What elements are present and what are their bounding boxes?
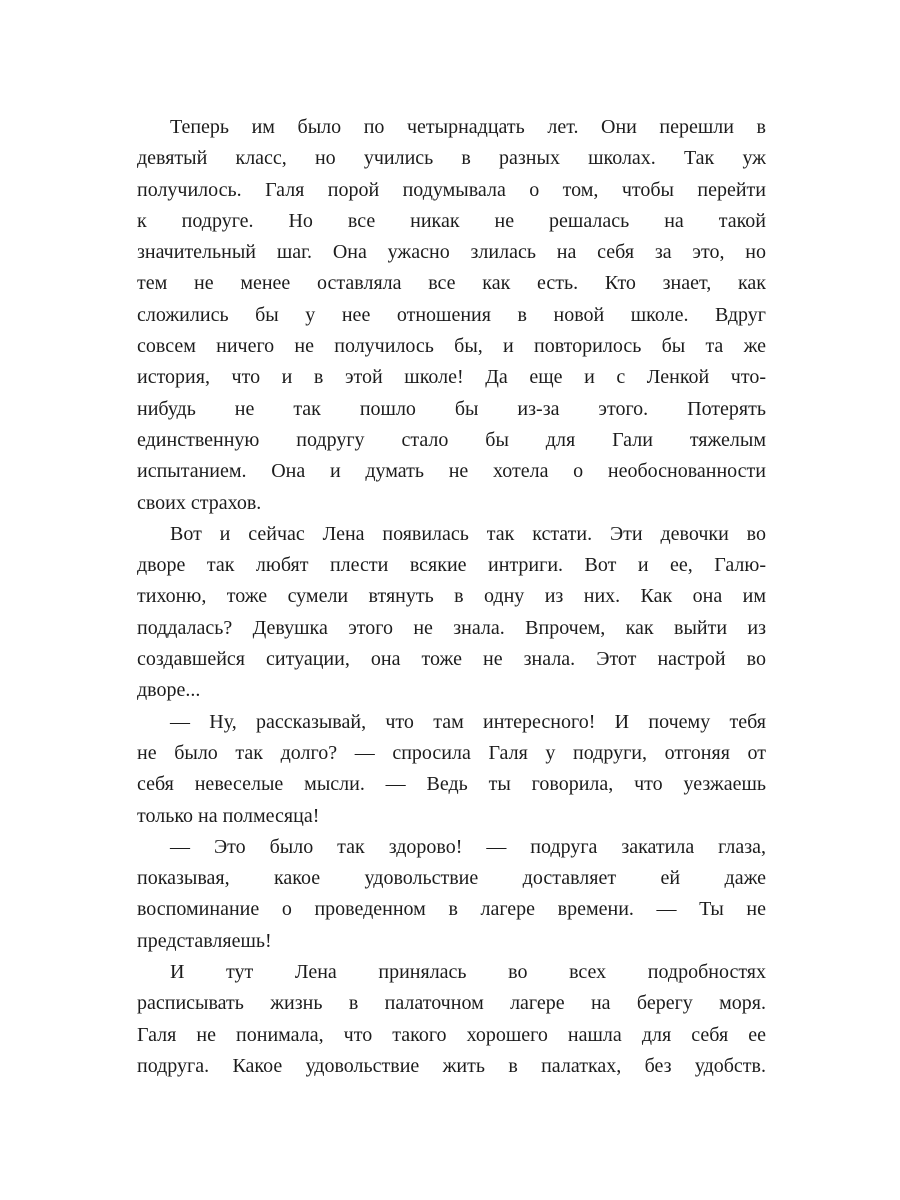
text-line: поддалась? Девушка этого не знала. Впрочем, как выйти из xyxy=(137,616,766,639)
text-line: — Ну, рассказывай, что там интересного! И почему тебя xyxy=(170,710,766,733)
text-line: совсем ничего не получилось бы, и повторилось бы та же xyxy=(137,335,766,358)
text-line: подруга. Какое удовольствие жить в палатках, без удобств. xyxy=(137,1054,766,1077)
text-line: себя невеселые мысли. — Ведь ты говорила, что уезжаешь xyxy=(137,773,766,796)
text-line: Вот и сейчас Лена появилась так кстати. Эти девочки во xyxy=(170,522,766,545)
text-line: — Это было так здорово! — подруга закатила глаза, xyxy=(170,835,766,858)
paragraph xyxy=(137,707,766,832)
text-line: получилось. Галя порой подумывала о том, чтобы перейти xyxy=(137,178,766,201)
text-line: только на полмесяца! xyxy=(137,804,320,827)
text-line: девятый класс, но учились в разных школах. Так уж xyxy=(137,147,766,170)
text-line: к подруге. Но все никак не решалась на такой xyxy=(137,209,766,232)
paragraph xyxy=(137,957,766,1082)
paragraph xyxy=(137,832,766,957)
text-line: Галя не понимала, что такого хорошего нашла для себя ее xyxy=(137,1023,766,1046)
text-line: дворе так любят плести всякие интриги. Вот и ее, Галю- xyxy=(137,554,766,577)
text-line: своих страхов. xyxy=(137,491,262,514)
text-line: тихоню, тоже сумели втянуть в одну из них. Как она им xyxy=(137,585,766,608)
text-line: значительный шаг. Она ужасно злилась на себя за это, но xyxy=(137,241,766,264)
page-text xyxy=(137,112,766,1082)
text-line: единственную подругу стало бы для Гали тяжелым xyxy=(137,428,766,451)
text-line: представляешь! xyxy=(137,929,272,952)
paragraph xyxy=(137,519,766,707)
paragraph xyxy=(137,112,766,519)
text-line: И тут Лена принялась во всех подробностях xyxy=(170,961,766,984)
text-line: сложились бы у нее отношения в новой школе. Вдруг xyxy=(137,303,766,326)
text-line: дворе... xyxy=(137,679,201,702)
text-line: история, что и в этой школе! Да еще и с Ленкой что- xyxy=(137,366,766,389)
text-line: расписывать жизнь в палаточном лагере на берегу моря. xyxy=(137,992,766,1015)
text-line: испытанием. Она и думать не хотела о необоснованности xyxy=(137,460,766,483)
text-line: не было так долго? — спросила Галя у подруги, отгоняя от xyxy=(137,741,766,764)
text-line: воспоминание о проведенном в лагере времени. — Ты не xyxy=(137,898,766,921)
text-line: показывая, какое удовольствие доставляет ей даже xyxy=(137,867,766,890)
text-line: нибудь не так пошло бы из-за этого. Потерять xyxy=(137,397,766,420)
text-line: Теперь им было по четырнадцать лет. Они перешли в xyxy=(170,116,766,138)
text-line: тем не менее оставляла все как есть. Кто знает, как xyxy=(137,272,766,295)
text-line: создавшейся ситуации, она тоже не знала. Этот настрой во xyxy=(137,648,766,671)
